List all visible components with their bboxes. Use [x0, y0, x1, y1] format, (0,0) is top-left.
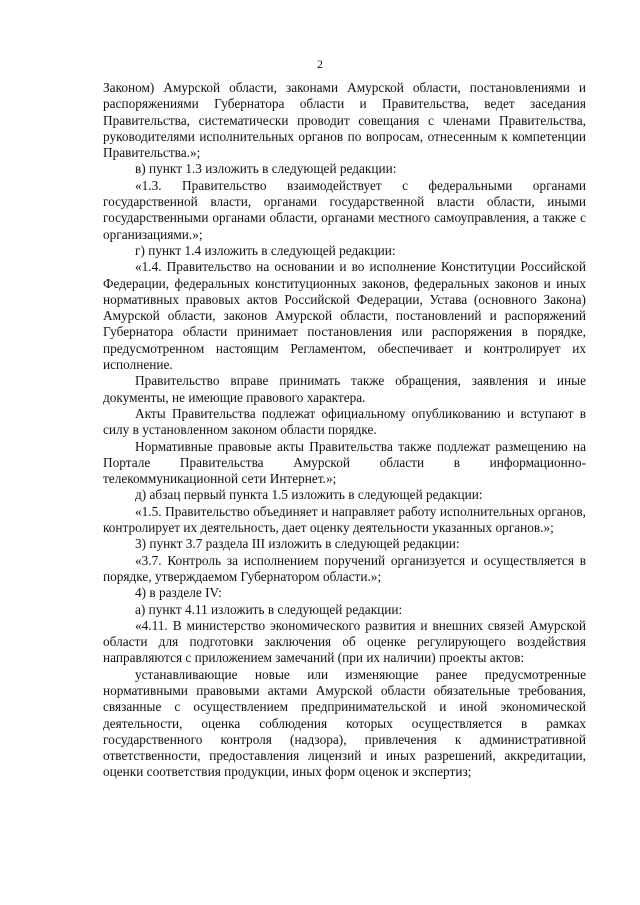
paragraph: «3.7. Контроль за исполнением поручений организуется и осуществляется в порядке, утверждаемом Губернатором области.»; [103, 552, 586, 584]
paragraph: 4) в разделе IV: [135, 585, 222, 601]
paragraph: Акты Правительства подлежат официальному опубликованию и вступают в силу в установленном законом области порядке. [103, 405, 586, 438]
paragraph: «1.3. Правительство взаимодействует с федеральными органами государственной власти, органами государственной власти области, иными государственными органами области, органами местного самоуправления, а также с организациями.»; [103, 177, 586, 242]
paragraph: в) пункт 1.3 изложить в следующей редакции: [135, 161, 397, 177]
paragraph: Правительство вправе принимать также обращения, заявления и иные документы, не имеющие правового характера. [103, 373, 586, 405]
paragraph: г) пункт 1.4 изложить в следующей редакции: [135, 242, 396, 258]
page-number: 2 [317, 57, 323, 71]
paragraph: Нормативные правовые акты Правительства также подлежат размещению на Портале Правительства Амурской области в информационно-телекоммуникационной сети Интернет.»; [103, 438, 586, 487]
paragraph: а) пункт 4.11 изложить в следующей редакции: [135, 601, 403, 617]
paragraph: «1.4. Правительство на основании и во исполнение Конституции Российской Федерации, федеральных конституционных законов, федеральных законов и иных нормативных правовых актов Российской Федерации, Устава (основного Закона) Амурской области, законов Амурской области, постановлений и распоряжений Губернатора области принимает постановления или распоряжения в порядке, предусмотренном настоящим Регламентом, обеспечивает и контролирует их исполнение. [103, 259, 586, 373]
document-body [103, 80, 586, 781]
paragraph: устанавливающие новые или изменяющие ранее предусмотренные нормативными правовыми актами Амурской области обязательные требования, связанные с осуществлением предпринимательской и иной экономической деятельности, оценка соблюдения которых осуществляется в рамках государственного контроля (надзора), привлечения к административной ответственности, предоставления лицензий и иных разрешений, аккредитации, оценки соответствия продукции, иных форм оценок и экспертиз; [103, 666, 586, 780]
paragraph: «4.11. В министерство экономического развития и внешних связей Амурской области для подготовки заключения об оценке регулирующего воздействия направляются с приложением замечаний (при их наличии) проекты актов: [103, 617, 586, 666]
paragraph: д) абзац первый пункта 1.5 изложить в следующей редакции: [135, 487, 483, 503]
paragraph: «1.5. Правительство объединяет и направляет работу исполнительных органов, контролирует их деятельность, дает оценку деятельности указанных органов.»; [103, 503, 586, 536]
paragraph: Законом) Амурской области, законами Амурской области, постановлениями и распоряжениями Губернатора области и Правительства, ведет заседания Правительства, систематически проводит совещания с членами Правительства, руководителями исполнительных органов по вопросам, отнесенным к компетенции Правительства.»; [103, 80, 586, 161]
paragraph: 3) пункт 3.7 раздела III изложить в следующей редакции: [135, 536, 460, 552]
